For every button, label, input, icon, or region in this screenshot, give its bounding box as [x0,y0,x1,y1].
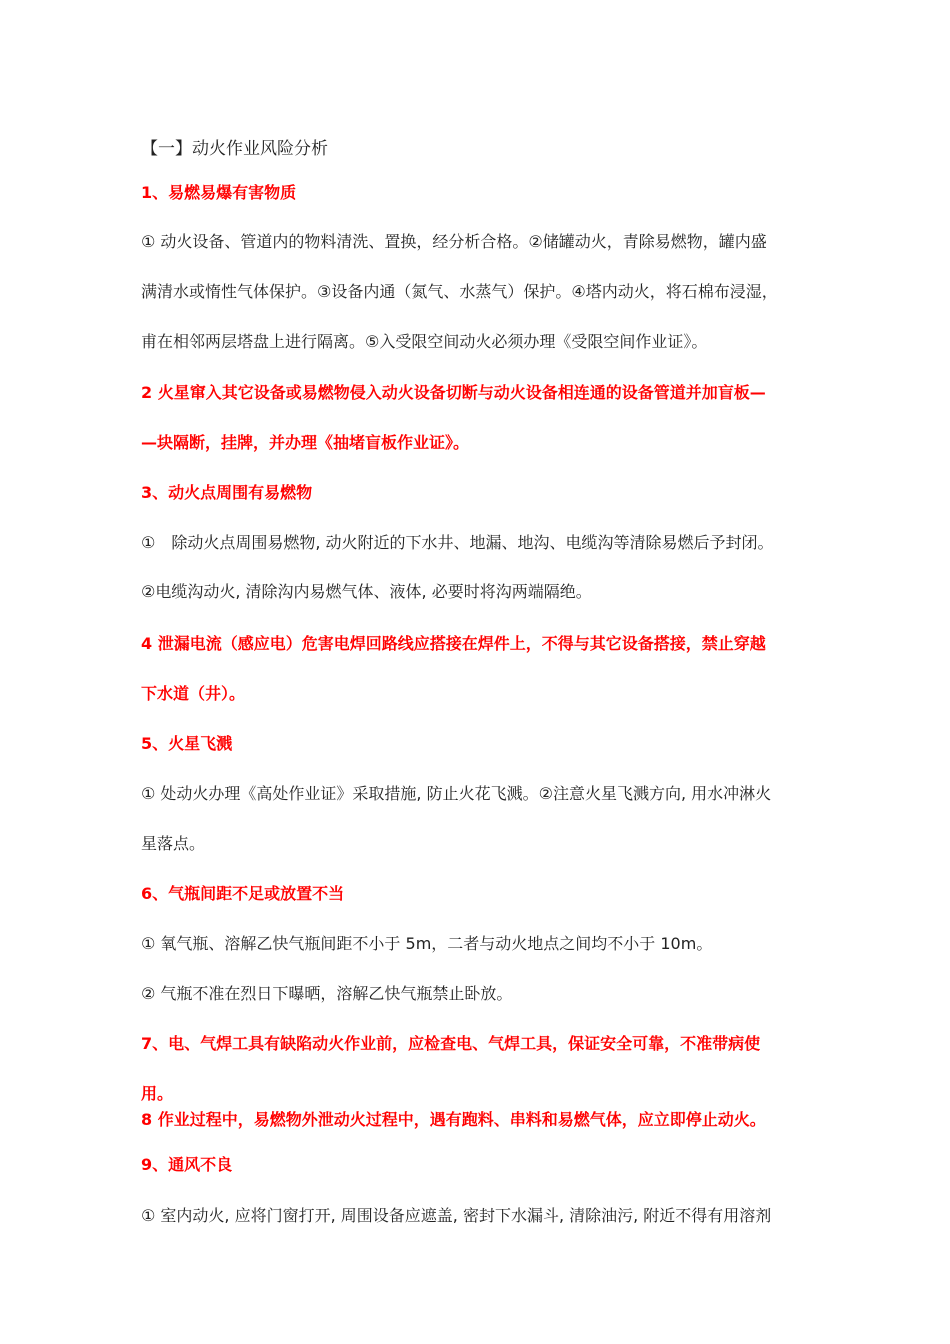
paragraph-line: ②电缆沟动火, 清除沟内易燃气体、液体, 必要时将沟两端隔绝。 [141,582,592,601]
section-heading-7: 7、电、气焊工具有缺陷动火作业前，应检查电、气焊工具，保证安全可靠，不准带病使 [141,1034,761,1053]
paragraph-line: ① 动火设备、管道内的物料清洗、置换，经分析合格。②储罐动火，青除易燃物，罐内盛 [141,232,767,251]
section-heading-5: 5、火星飞溅 [141,734,233,753]
paragraph-line: 星落点。 [141,834,206,853]
section-heading-8: 8 作业过程中，易燃物外泄动火过程中，遇有跑料、串料和易燃气体，应立即停止动火。 [141,1110,766,1129]
paragraph-line: 满清水或惰性气体保护。③设备内通（氮气、水蒸气）保护。④塔内动火，将石棉布浸湿， [141,282,778,301]
section-heading-4: 4 泄漏电流（感应电）危害电焊回路线应搭接在焊件上，不得与其它设备搭接，禁止穿越 [141,634,766,653]
paragraph-line: 甫在相邻两层塔盘上进行隔离。⑤入受限空间动火必须办理《受限空间作业证》。 [141,332,708,351]
paragraph-line: ① 处动火办理《高处作业证》采取措施, 防止火花飞溅。②注意火星飞溅方向, 用水冲淋火 [141,784,772,803]
section-heading-9: 9、通风不良 [141,1155,233,1174]
document-title: 【一】动火作业风险分析 [141,139,328,159]
section-heading-2-continued: —块隔断，挂牌，并办理《抽堵盲板作业证》。 [141,433,470,452]
section-heading-1: 1、易燃易爆有害物质 [141,183,297,202]
section-heading-4-continued: 下水道（井）。 [141,684,246,703]
paragraph-line: ① 氧气瓶、溶解乙快气瓶间距不小于 5m，二者与动火地点之间均不小于 10m。 [141,934,713,953]
section-heading-3: 3、动火点周围有易燃物 [141,483,313,502]
paragraph-line: ① 除动火点周围易燃物, 动火附近的下水井、地漏、地沟、电缆沟等清除易燃后予封闭。 [141,533,774,552]
paragraph-line: ① 室内动火, 应将门窗打开, 周围设备应遮盖, 密封下水漏斗, 清除油污, 附近不得有用溶剂 [141,1206,772,1225]
paragraph-line: ② 气瓶不准在烈日下曝晒，溶解乙快气瓶禁止卧放。 [141,984,513,1003]
section-heading-6: 6、气瓶间距不足或放置不当 [141,884,345,903]
section-heading-2: 2 火星窜入其它设备或易燃物侵入动火设备切断与动火设备相连通的设备管道并加盲板— [141,383,766,402]
section-heading-7-continued: 用。 [141,1084,174,1103]
